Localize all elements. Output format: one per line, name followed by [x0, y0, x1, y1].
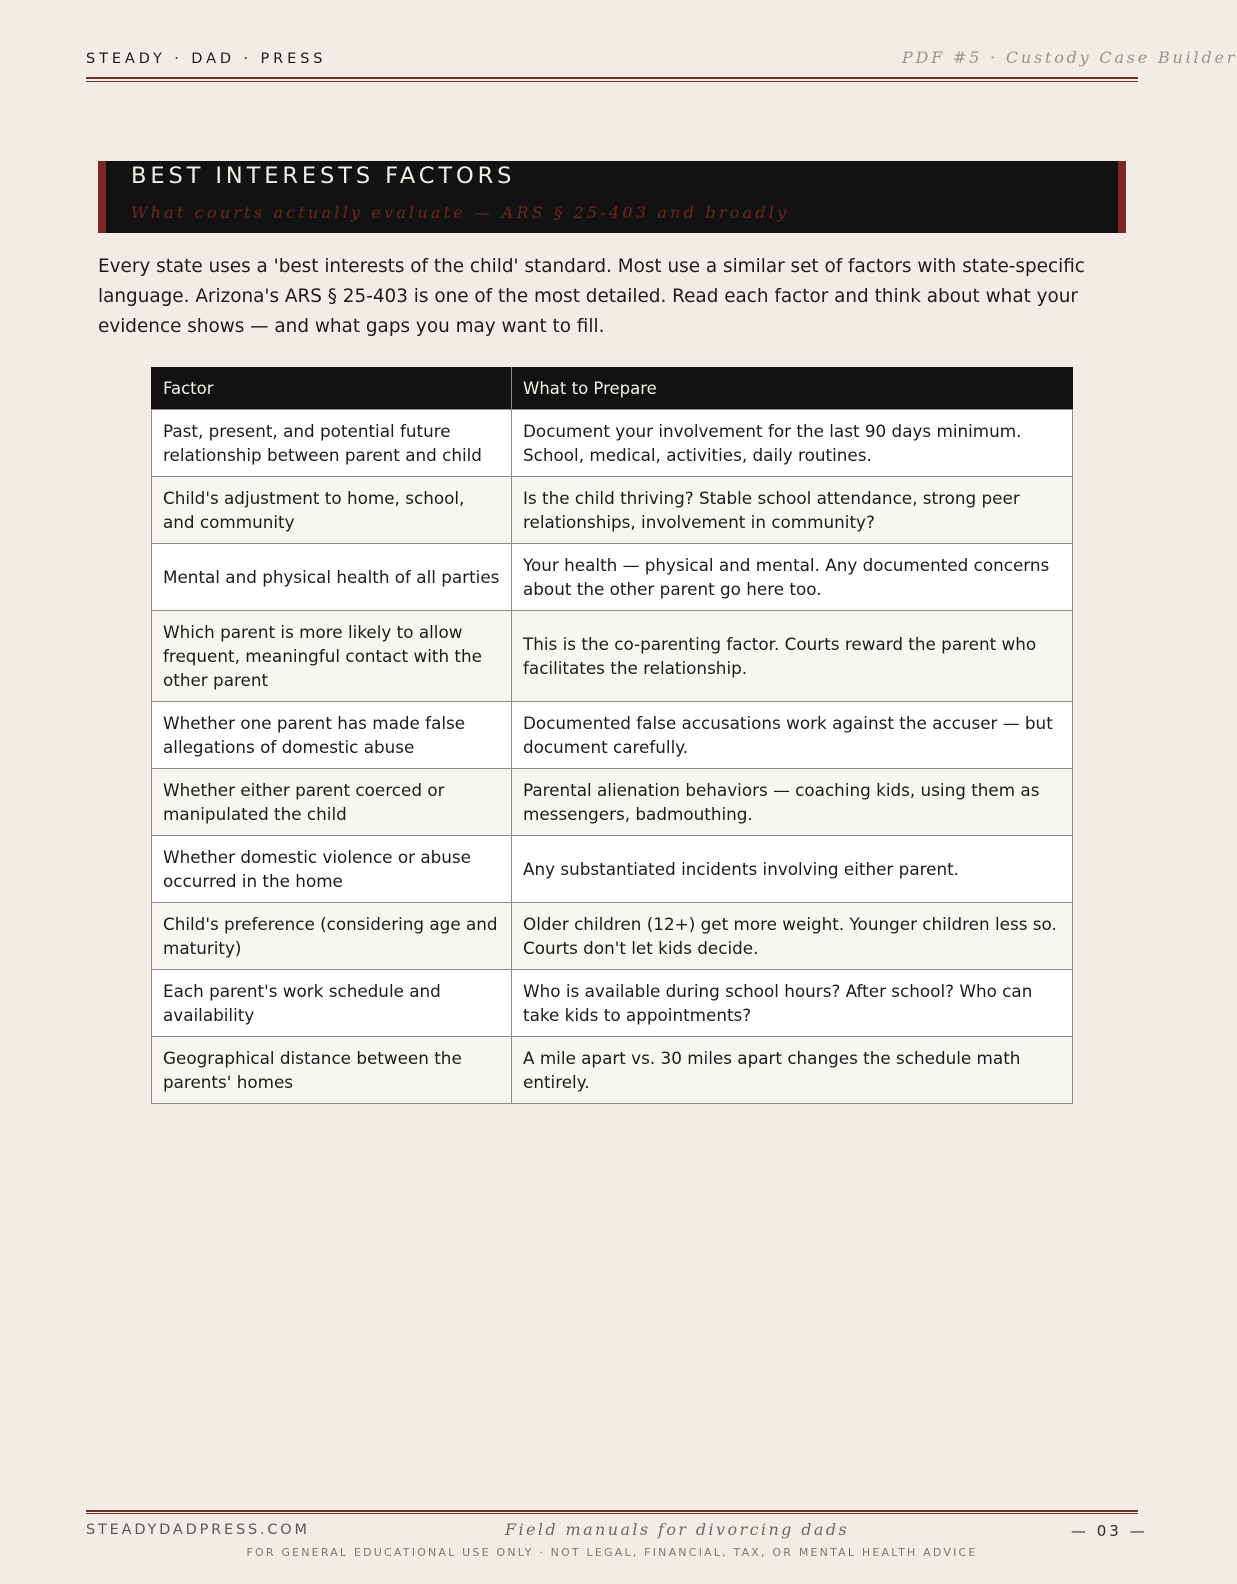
table-row	[152, 611, 1073, 702]
table-row	[152, 1037, 1073, 1104]
factor-cell: Child's adjustment to home, school, and community	[152, 477, 512, 544]
section-title: BEST INTERESTS FACTORS	[131, 163, 516, 189]
prepare-cell: Document your involvement for the last 90 days minimum. School, medical, activities, daily routines.	[512, 410, 1073, 477]
table-row	[152, 903, 1073, 970]
factor-cell: Geographical distance between the parents' homes	[152, 1037, 512, 1104]
column-header-prepare: What to Prepare	[512, 368, 1073, 410]
table-header-row	[152, 368, 1073, 410]
header-divider	[86, 77, 1138, 82]
factors-table	[151, 367, 1073, 1104]
prepare-cell: Older children (12+) get more weight. Younger children less so. Courts don't let kids decide.	[512, 903, 1073, 970]
table-row	[152, 477, 1073, 544]
prepare-cell: Any substantiated incidents involving either parent.	[512, 836, 1073, 903]
prepare-cell: Your health — physical and mental. Any documented concerns about the other parent go here too.	[512, 544, 1073, 611]
prepare-cell: Documented false accusations work against the accuser — but document carefully.	[512, 702, 1073, 769]
factor-cell: Each parent's work schedule and availability	[152, 970, 512, 1037]
table-row	[152, 544, 1073, 611]
prepare-cell: Is the child thriving? Stable school attendance, strong peer relationships, involvement in community?	[512, 477, 1073, 544]
footer-tagline: Field manuals for divorcing dads	[505, 1520, 850, 1539]
factor-cell: Child's preference (considering age and maturity)	[152, 903, 512, 970]
column-header-factor: Factor	[152, 368, 512, 410]
footer-disclaimer: FOR GENERAL EDUCATIONAL USE ONLY · NOT LEGAL, FINANCIAL, TAX, OR MENTAL HEALTH ADVICE	[246, 1546, 978, 1559]
factor-cell: Whether either parent coerced or manipulated the child	[152, 769, 512, 836]
intro-paragraph: Every state uses a 'best interests of the child' standard. Most use a similar set of factors with state-specific language. Arizona's ARS § 25-403 is one of the most detailed. Read each factor and think about what your evidence shows — and what gaps you may want to fill.	[98, 256, 1085, 337]
table-row	[152, 702, 1073, 769]
factor-cell: Past, present, and potential future relationship between parent and child	[152, 410, 512, 477]
section-subtitle: What courts actually evaluate — ARS § 25-403 and broadly	[131, 203, 790, 222]
factor-cell: Whether domestic violence or abuse occurred in the home	[152, 836, 512, 903]
prepare-cell: Parental alienation behaviors — coaching kids, using them as messengers, badmouthing.	[512, 769, 1073, 836]
table-row	[152, 410, 1073, 477]
brand-name: STEADY · DAD · PRESS	[86, 51, 327, 67]
factor-cell: Mental and physical health of all parties	[152, 544, 512, 611]
document-label: PDF #5 · Custody Case Builder	[902, 48, 1237, 67]
footer-divider	[86, 1510, 1138, 1514]
footer-site-link: STEADYDADPRESS.COM	[86, 1522, 310, 1538]
table-row	[152, 769, 1073, 836]
page-number: — 03 —	[1071, 1522, 1148, 1540]
table-row	[152, 970, 1073, 1037]
prepare-cell: Who is available during school hours? After school? Who can take kids to appointments?	[512, 970, 1073, 1037]
table-row	[152, 836, 1073, 903]
prepare-cell: This is the co-parenting factor. Courts reward the parent who facilitates the relationship.	[512, 611, 1073, 702]
factor-cell: Whether one parent has made false allegations of domestic abuse	[152, 702, 512, 769]
factor-cell: Which parent is more likely to allow frequent, meaningful contact with the other parent	[152, 611, 512, 702]
prepare-cell: A mile apart vs. 30 miles apart changes the schedule math entirely.	[512, 1037, 1073, 1104]
section-banner	[98, 161, 1126, 233]
